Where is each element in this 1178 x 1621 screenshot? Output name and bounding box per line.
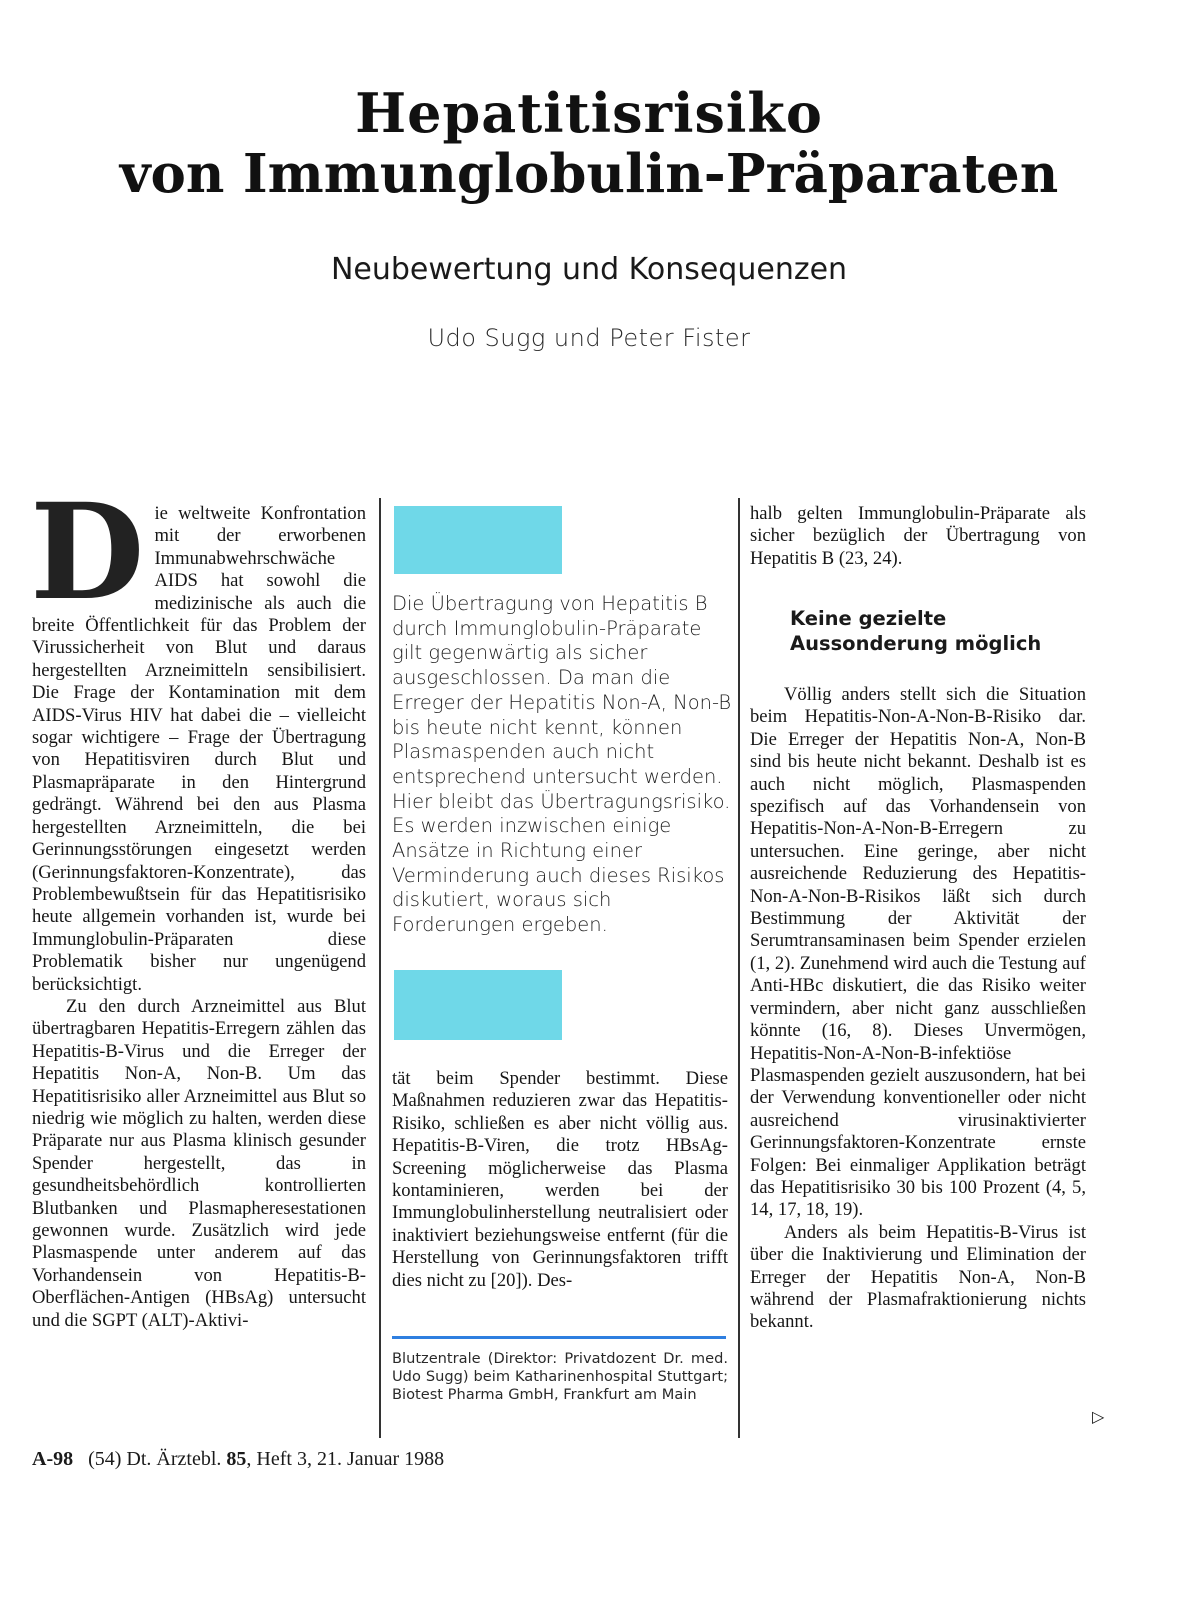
- column1-paragraph-1: ie weltweite Konfrontation mit der erworbenen Immunabwehrschwäche AIDS hat sowohl die medizinische als auch die breite Öffentlichkeit für das Problem der Virussicherheit von Blut und daraus hergestellten Arzneimitteln sensibilisiert. Die Frage der Kontamination mit dem AIDS-Virus HIV hat dabei die – vielleicht sogar wichtigere – Frage der Übertragung von Hepatitisviren durch Blut und Plasmapräparate in den Hintergrund gedrängt. Während bei den aus Plasma hergestellten Arzneimitteln, die bei Gerinnungsstörungen eingesetzt werden (Gerinnungsfaktoren-Konzentrate), das Problembewußtsein für das Hepatitisrisiko heute allgemein vorhanden ist, wurde bei Immunglobulin-Präparaten diese Problematik bisher nur ungenügend berücksichtigt.: [32, 503, 366, 995]
- journal-name: (54) Dt. Ärztebl.: [88, 1448, 222, 1470]
- article-title-line2: von Immunglobulin-Präparaten: [119, 143, 1059, 205]
- lead-abstract: Die Übertragung von Hepatitis B durch Immunglobulin-Präparate gilt gegenwärtig als sicher ausgeschlossen. Da man die Erreger der Hepatitis Non-A, Non-B bis heute nicht kennt, können Plasmaspenden auch nicht entsprechend untersucht werden. Hier bleibt das Übertragungsrisiko. Es werden inzwischen einige Ansätze in Richtung einer Verminderung auch dieses Risikos diskutiert, woraus sich Forderungen ergeben.: [392, 592, 732, 937]
- drop-cap: D: [30, 475, 145, 630]
- article-title-line1: Hepatitisrisiko: [355, 81, 823, 145]
- column-3-continued: [750, 684, 1086, 1334]
- issue-date: , Heft 3, 21. Januar 1988: [246, 1448, 445, 1470]
- column-3: [750, 503, 1086, 570]
- column3-paragraph-1: halb gelten Immunglobulin-Präparate als sicher bezüglich der Übertragung von Hepatitis B (23, 24).: [750, 503, 1086, 569]
- author-affiliation: Blutzentrale (Direktor: Privatdozent Dr. med. Udo Sugg) beim Katharinenhospital Stuttgart; Biotest Pharma GmbH, Frankfurt am Main: [392, 1350, 728, 1404]
- column-divider-right: [738, 498, 740, 1438]
- highlight-marker-bottom: [394, 970, 562, 1040]
- page-footer: [32, 1448, 444, 1471]
- column1-paragraph-2: Zu den durch Arzneimittel aus Blut übertragbaren Hepatitis-Erregern zählen das Hepatitis-B-Virus und die Erreger der Hepatitis Non-A, Non-B. Um das Hepatitisrisiko aller Arzneimittel aus Blut so niedrig wie möglich zu halten, werden diese Präparate nur aus Plasma klinisch gesunder Spender hergestellt, das in gesundheitsbehördlich kontrollierten Blutbanken und Plasmapheresestationen gewonnen wurde. Zusätzlich wird jede Plasmaspende unter anderem auf das Vorhandensein von Hepatitis-B-Oberflächen-Antigen (HBsAg) untersucht und die SGPT (ALT)-Aktivi-: [32, 995, 366, 1331]
- highlight-marker-top: [394, 506, 562, 574]
- column2-body: [392, 1068, 728, 1292]
- article-subtitle: Neubewertung und Konsequenzen: [330, 252, 848, 287]
- affiliation-rule: [392, 1336, 726, 1339]
- continue-arrow-icon: ▷: [1092, 1407, 1105, 1426]
- column2-paragraph: tät beim Spender bestimmt. Diese Maßnahmen reduzieren zwar das Hepatitis-Risiko, schließen es aber nicht völlig aus. Hepatitis-B-Viren, die trotz HBsAg-Screening möglicherweise das Plasma kontaminieren, werden bei der Immunglobulinherstellung neutralisiert oder inaktiviert beziehungsweise entfernt (für die Herstellung von Gerinnungsfaktoren trifft dies nicht zu [20]). Des-: [392, 1068, 728, 1291]
- page-number: A-98: [32, 1448, 74, 1470]
- section-heading: Keine gezielte Aussonderung möglich: [790, 607, 1042, 655]
- article-authors: Udo Sugg und Peter Fister: [427, 324, 751, 352]
- column-divider-left: [379, 498, 381, 1438]
- column3-paragraph-3: Anders als beim Hepatitis-B-Virus ist über die Inaktivierung und Elimination der Erreger der Hepatitis Non-A, Non-B während der Plasmafraktionierung nichts bekannt.: [750, 1221, 1086, 1333]
- column-1: [30, 475, 366, 1332]
- volume-number: 85: [226, 1448, 247, 1470]
- column3-paragraph-2: Völlig anders stellt sich die Situation beim Hepatitis-Non-A-Non-B-Risiko dar. Die Erreger der Hepatitis Non-A, Non-B sind bis heute nicht bekannt. Deshalb ist es auch nicht möglich, Plasmaspenden spezifisch auf das Vorhandensein von Hepatitis-Non-A-Non-B-Erregern zu untersuchen. Eine geringe, aber nicht ausreichende Reduzierung des Hepatitis-Non-A-Non-B-Risikos läßt sich durch Bestimmung der Aktivität der Serumtransaminasen beim Spender erzielen (1, 2). Zunehmend wird auch die Testung auf Anti-HBc diskutiert, die das Risiko weiter vermindern, aber nicht ganz ausschließen könnte (16, 8). Dieses Unvermögen, Hepatitis-Non-A-Non-B-infektiöse Plasmaspenden gezielt auszusondern, hat bei der Verwendung konventioneller oder nicht ausreichend virusinaktivierter Gerinnungsfaktoren-Konzentrate ernste Folgen: Bei einmaliger Applikation beträgt das Hepatitisrisiko 30 bis 100 Prozent (4, 5, 14, 17, 18, 19).: [750, 684, 1086, 1221]
